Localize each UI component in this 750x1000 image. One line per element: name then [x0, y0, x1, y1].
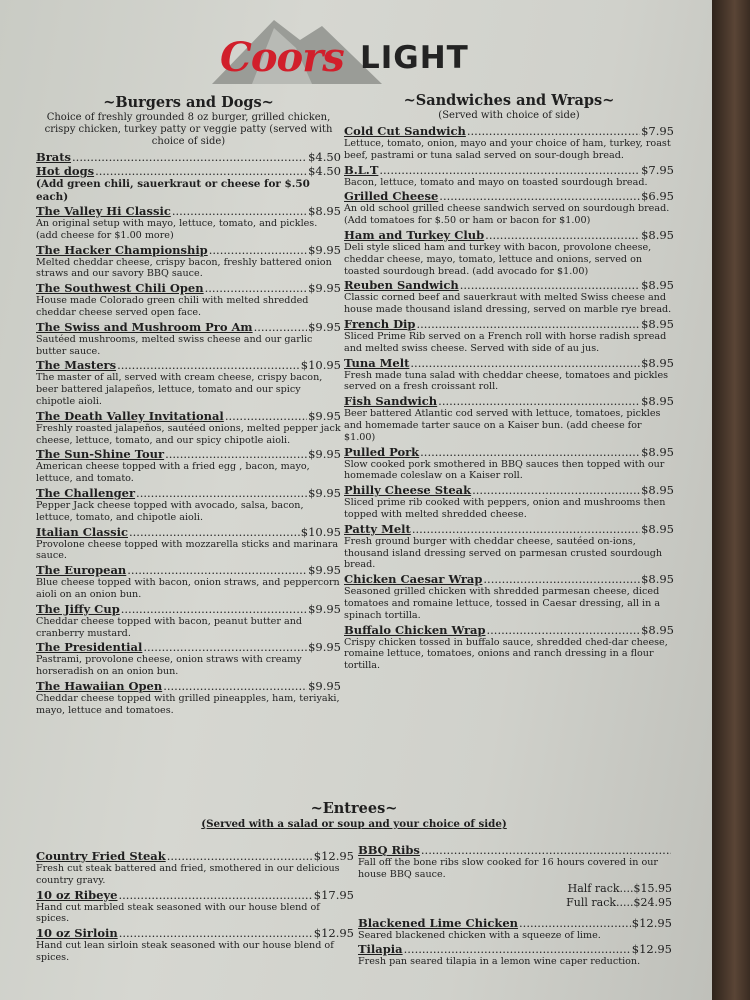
sandwiches-section: [344, 92, 674, 673]
item-price: $8.95: [308, 204, 341, 218]
menu-item: [344, 623, 674, 672]
item-price: $10.95: [300, 358, 341, 373]
item-price: $9.95: [308, 242, 341, 257]
menu-item: [344, 189, 674, 227]
menu-item: [36, 926, 354, 964]
item-name: Chicken Caesar Wrap: [344, 572, 483, 587]
item-header: [36, 164, 341, 178]
item-header: [344, 522, 674, 536]
item-header: [344, 317, 674, 331]
leader-dots: [136, 486, 307, 500]
burgers-section: [36, 94, 341, 718]
item-price: $8.95: [641, 572, 674, 587]
item-name: BBQ Ribs: [358, 843, 420, 857]
full-rack-price: Full rack.....$24.95: [566, 895, 672, 909]
leader-dots: [420, 445, 640, 459]
item-description: Bacon, lettuce, tomato and mayo on toasted sourdough bread.: [344, 176, 648, 188]
table-edge: [712, 0, 750, 1000]
item-name: Italian Classic: [36, 524, 128, 539]
menu-item: [36, 679, 341, 717]
menu-item: [36, 563, 341, 601]
leader-dots: [205, 281, 307, 295]
burgers-title: ~Burgers and Dogs~: [103, 94, 274, 111]
item-price: $17.95: [313, 887, 354, 902]
leader-dots: [410, 356, 640, 370]
item-name: Tuna Melt: [344, 355, 410, 370]
item-name: The Southwest Chili Open: [36, 281, 204, 296]
item-header: [344, 445, 674, 459]
menu-item: [358, 916, 672, 942]
item-name: Cold Cut Sandwich: [344, 124, 466, 138]
item-name: The Challenger: [36, 485, 136, 500]
item-header: [36, 525, 341, 539]
menu-item: [36, 602, 341, 640]
item-description: Fresh ground burger with cheddar cheese, sautéed on-ions, thousand island dressing served on parmesan crusted sourdough bread.: [344, 535, 663, 571]
item-name: The Hacker Championship: [36, 242, 208, 257]
item-header: [358, 916, 672, 930]
item-description: Hand cut marbled steak seasoned with our house blend of spices.: [36, 901, 320, 925]
item-description: Blue cheese topped with bacon, onion straws, and peppercorn aioli on an onion bun.: [36, 577, 340, 600]
item-price: $9.95: [308, 563, 341, 578]
leader-dots: [167, 849, 313, 863]
add-on-note: (Add green chili, sauerkraut or cheese for $.50 each): [36, 178, 310, 203]
menu-item: [344, 317, 674, 355]
item-price: $6.95: [641, 189, 674, 204]
item-header: [36, 849, 354, 863]
item-description: Freshly roasted jalapeños, sautéed onions, melted pepper jack cheese, lettuce, tomato, and our spicy chipotle aioli.: [36, 422, 341, 446]
item-description: Slow cooked pork smothered in BBQ sauces then topped with our homemade coleslaw on a Kaiser roll.: [344, 458, 665, 482]
leader-dots: [121, 602, 307, 616]
item-description: The master of all, served with cream cheese, crispy bacon, beer battered jalapeños, lettuce, tomato and our spicy chipotle aioli.: [36, 372, 323, 407]
item-price: $8.95: [641, 444, 674, 459]
item-header: [344, 189, 674, 203]
menu-item: [344, 163, 674, 189]
item-price: $4.50: [308, 150, 341, 164]
leader-dots: [487, 623, 641, 637]
item-header: [36, 358, 341, 372]
item-header: [344, 163, 674, 177]
entrees-right-list: [358, 843, 672, 969]
leader-dots: [172, 204, 307, 218]
item-price: $8.95: [641, 622, 674, 637]
item-price: $8.95: [641, 227, 674, 242]
menu-item: [36, 164, 341, 178]
item-description: Deli style sliced ham and turkey with bacon, provolone cheese, cheddar cheese, mayo, tomato, lettuce and onions, served on toasted sourdough bread. (add avocado for $1.00): [344, 241, 652, 277]
menu-item: [36, 447, 341, 485]
item-header: [344, 572, 674, 586]
item-price: $8.95: [641, 521, 674, 536]
entrees-left-list: [36, 849, 354, 965]
menu-item: [36, 243, 341, 281]
leader-dots: [439, 189, 640, 203]
item-price: $8.95: [641, 278, 674, 293]
item-name: The Swiss and Mushroom Pro Am: [36, 319, 253, 334]
item-description: Sautéed mushrooms, melted swiss cheese and our garlic butter sauce.: [36, 333, 313, 357]
item-description: Cheddar cheese topped with bacon, peanut butter and cranberry mustard.: [36, 615, 303, 639]
item-header: [36, 281, 341, 295]
item-name: The Presidential: [36, 640, 143, 655]
item-name: The Valley Hi Classic: [36, 204, 171, 218]
menu-item: [344, 278, 674, 316]
leader-dots: [472, 483, 640, 497]
leader-dots: [412, 522, 640, 536]
item-description: Pepper Jack cheese topped with avocado, salsa, bacon, lettuce, tomato, and chipotle aioli.: [36, 499, 304, 523]
item-price: $9.95: [308, 601, 341, 616]
item-description: Pastrami, provolone cheese, onion straws with creamy horseradish on an onion bun.: [36, 654, 302, 678]
leader-dots: [127, 563, 307, 577]
item-header: [36, 679, 341, 693]
item-description: Provolone cheese topped with mozzarella sticks and marinara sauce.: [36, 538, 339, 562]
item-price: $9.95: [308, 408, 341, 423]
item-name: The European: [36, 563, 127, 578]
item-description: Fresh made tuna salad with cheddar cheese, tomatoes and pickles served on a fresh croissant roll.: [344, 369, 669, 393]
menu-item: [344, 124, 674, 162]
entrees-subtitle: (Served with a salad or soup and your choice of side): [201, 818, 507, 830]
menu-item: [36, 320, 341, 358]
item-name: The Jiffy Cup: [36, 601, 120, 616]
item-description: American cheese topped with a fried egg , bacon, mayo, lettuce, and tomato.: [36, 461, 310, 485]
item-header: [36, 486, 341, 500]
item-header: [344, 228, 674, 242]
item-description: Cheddar cheese topped with grilled pineapples, ham, teriyaki, mayo, lettuce and tomatoes.: [36, 692, 340, 716]
item-price: $9.95: [308, 319, 341, 334]
leader-dots: [225, 409, 307, 423]
item-name: 10 oz Ribeye: [36, 887, 118, 902]
item-description: Fresh cut steak battered and fried, smothered in our delicious country gravy.: [36, 863, 340, 886]
item-name: The Sun-Shine Tour: [36, 447, 165, 462]
item-name: Hot dogs: [36, 164, 95, 178]
leader-dots: [143, 640, 307, 654]
item-description: Sliced Prime Rib served on a French roll with horse radish spread and melted swiss cheese. Served with side of au jus.: [344, 330, 667, 354]
leader-dots: [254, 320, 307, 334]
item-name: Tilapia: [358, 942, 403, 957]
leader-dots: [404, 942, 631, 956]
leader-dots: [416, 317, 640, 331]
coors-light-logo: [212, 18, 482, 88]
item-name: The Death Valley Invitational: [36, 408, 224, 423]
item-price: $9.95: [308, 281, 341, 296]
menu-item: [36, 409, 341, 447]
item-description: Classic corned beef and sauerkraut with melted Swiss cheese and house made thousand island dressing, served on marble rye bread.: [344, 292, 672, 316]
menu-item: [344, 228, 674, 277]
item-name: Brats: [36, 150, 72, 164]
sandwiches-title: ~Sandwiches and Wraps~: [403, 92, 615, 109]
item-header: [36, 204, 341, 218]
item-name: Buffalo Chicken Wrap: [344, 622, 486, 637]
menu-item: [358, 942, 672, 968]
item-name: Grilled Cheese: [344, 189, 439, 204]
menu-item: [36, 281, 341, 319]
item-name: Country Fried Steak: [36, 849, 166, 863]
item-description: Beer battered Atlantic cod served with lettuce, tomatoes, pickles and homemade tarter sauce on a Kaiser bun. (add cheese for $1.00): [344, 408, 661, 443]
item-description: Crispy chicken tossed in buffalo sauce, shredded ched-dar cheese, romaine lettuce, tomatoes, onions and ranch dressing in a flour tortilla.: [344, 636, 668, 672]
item-header: [36, 409, 341, 423]
sandwiches-subtitle: (Served with choice of side): [438, 110, 580, 121]
item-price: $9.95: [308, 640, 341, 655]
item-name: The Masters: [36, 358, 117, 373]
item-header: [344, 124, 674, 138]
sandwiches-list: [344, 124, 674, 672]
entrees-title: ~Entrees~: [310, 800, 398, 817]
item-price: $7.95: [641, 124, 674, 138]
menu-item: [344, 394, 674, 443]
item-header: [36, 926, 354, 940]
item-price: $12.95: [631, 915, 672, 930]
item-description: Fall off the bone ribs slow cooked for 16 hours covered in our house BBQ sauce.: [358, 857, 658, 880]
menu-item: [36, 525, 341, 563]
item-description: Hand cut lean sirloin steak seasoned with our house blend of spices.: [36, 940, 334, 963]
item-header: [344, 394, 674, 408]
leader-dots: [163, 679, 307, 693]
menu-item: [344, 483, 674, 521]
item-name: Reuben Sandwich: [344, 278, 459, 293]
leader-dots: [129, 525, 300, 539]
burgers-subtitle: Choice of freshly grounded 8 oz burger, grilled chicken, crispy chicken, turkey patty or veggie patty (served with choice of side): [44, 112, 333, 147]
leader-dots: [485, 228, 640, 242]
item-description: Seasoned grilled chicken with shredded parmesan cheese, diced tomatoes and romaine lettuce, tossed in Caesar dressing, all in a spinach tortilla.: [344, 586, 661, 621]
item-header: [36, 602, 341, 616]
menu-item: [344, 572, 674, 621]
item-header: [344, 483, 674, 497]
item-price: $12.95: [631, 942, 672, 957]
item-name: French Dip: [344, 316, 416, 331]
item-name: B.L.T: [344, 162, 379, 177]
item-header: [344, 623, 674, 637]
leader-dots: [483, 572, 640, 586]
leader-dots: [460, 278, 640, 292]
leader-dots: [438, 394, 640, 408]
leader-dots: [209, 243, 307, 257]
item-name: The Hawaiian Open: [36, 678, 163, 693]
item-price: $12.95: [313, 849, 354, 863]
item-price: $9.95: [308, 678, 341, 693]
leader-dots: [72, 150, 307, 164]
item-name: Philly Cheese Steak: [344, 483, 472, 498]
burgers-list: [36, 150, 341, 717]
item-price: $8.95: [641, 316, 674, 331]
item-header: [358, 942, 672, 956]
item-price: $12.95: [313, 926, 354, 941]
item-description: Lettuce, tomato, onion, mayo and your choice of ham, turkey, roast beef, pastrami or tuna salad served on sour-dough bread.: [344, 138, 671, 161]
item-header: [36, 447, 341, 461]
item-name: Pulled Pork: [344, 444, 420, 459]
item-header: [36, 150, 341, 164]
item-header: [344, 356, 674, 370]
item-price: $9.95: [308, 485, 341, 500]
menu-item: [36, 204, 341, 242]
item-header: [36, 243, 341, 257]
item-name: Patty Melt: [344, 521, 411, 536]
item-header: [36, 640, 341, 654]
item-description: Fresh pan seared tilapia in a lemon wine caper reduction.: [358, 956, 641, 968]
item-description: Melted cheddar cheese, crispy bacon, freshly battered onion straws and our savory BBQ sauce.: [36, 256, 332, 280]
menu-item: [36, 849, 354, 887]
item-header: [36, 888, 354, 902]
leader-dots: [95, 164, 307, 178]
item-description: Seared blackened chicken with a squeeze of lime.: [358, 929, 601, 941]
item-price: $7.95: [641, 162, 674, 177]
entrees-section: [36, 800, 672, 968]
logo-light-text: LIGHT: [360, 40, 469, 76]
item-description: Sliced prime rib cooked with peppers, onion and mushrooms then topped with melted shredded cheese.: [344, 497, 666, 520]
item-price: $8.95: [641, 394, 674, 409]
logo-coors-text: Coors: [220, 34, 344, 81]
item-price: $8.95: [641, 355, 674, 370]
leader-dots: [119, 888, 313, 902]
item-price: $8.95: [641, 483, 674, 498]
item-description: An original setup with mayo, lettuce, tomato, and pickles. (add cheese for $1.00 more): [36, 218, 318, 241]
menu-item: [344, 522, 674, 571]
leader-dots: [467, 124, 640, 138]
menu-item: [36, 486, 341, 524]
item-name: 10 oz Sirloin: [36, 926, 118, 941]
item-name: Blackened Lime Chicken: [358, 915, 519, 930]
item-price: $9.95: [308, 447, 341, 462]
leader-dots: [119, 926, 313, 940]
menu-item: [36, 640, 341, 678]
item-header: [36, 563, 341, 577]
item-price: $10.95: [300, 524, 341, 539]
menu-item: [358, 843, 672, 910]
leader-dots: [379, 163, 640, 177]
leader-dots: [165, 447, 307, 461]
leader-dots: [519, 916, 631, 930]
item-header: [36, 320, 341, 334]
half-rack-price: Half rack....$15.95: [567, 881, 672, 895]
menu-item: [36, 888, 354, 926]
item-header: [344, 278, 674, 292]
menu-item: [36, 358, 341, 407]
item-name: Fish Sandwich: [344, 394, 438, 409]
item-name: Ham and Turkey Club: [344, 227, 485, 242]
item-price: $4.50: [308, 164, 341, 178]
item-description: An old school grilled cheese sandwich served on sourdough bread. (Add tomatoes for $.50 or ham or bacon for $1.00): [344, 203, 670, 227]
menu-item: [36, 150, 341, 164]
menu-item: [344, 356, 674, 394]
menu-item: [344, 445, 674, 483]
leader-dots: [117, 358, 300, 372]
item-description: House made Colorado green chili with melted shredded cheddar cheese served open face.: [36, 295, 309, 318]
